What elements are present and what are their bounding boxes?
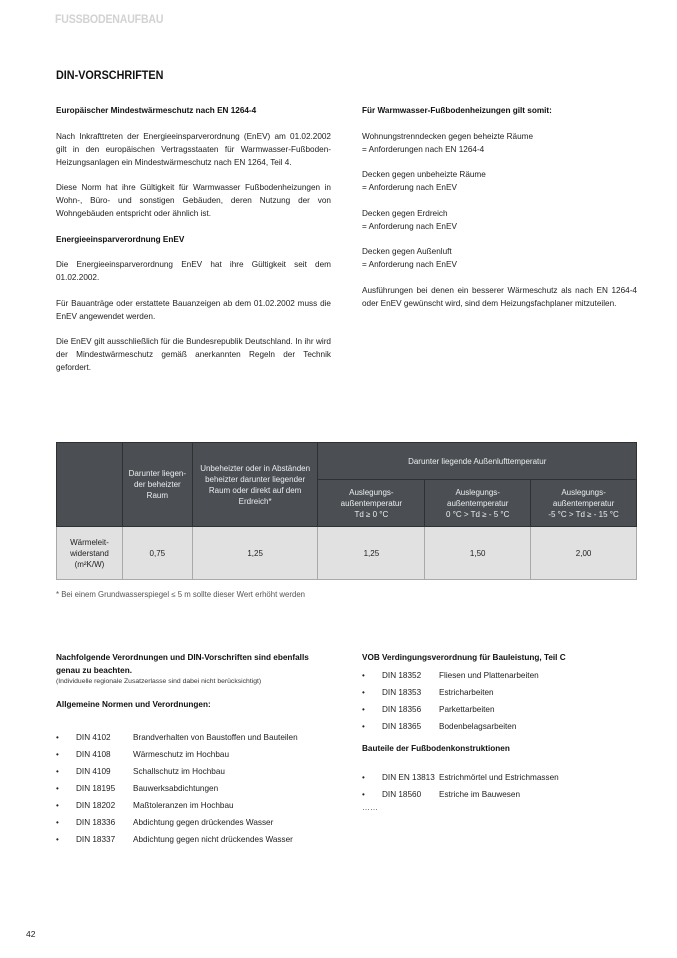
bullet-icon: • (56, 800, 59, 810)
list-item (56, 746, 331, 763)
header-heated-room: Darunter liegen-der beheizter Raum (122, 443, 192, 527)
header-line: außentemperatur (340, 498, 403, 508)
list-item (362, 718, 642, 735)
norm-code: DIN 18352 (382, 670, 422, 680)
bullet-icon: • (56, 749, 59, 759)
continuation-ellipsis: …… (362, 803, 378, 812)
left-column (56, 104, 331, 387)
paragraph: Nach Inkrafttreten der Energieeinsparverordnung (EnEV) am 01.02.2002 gilt in den europäischen Vertragsstaaten für Warmwasser-Fußboden-Heizungsanlagen ein Mindestwärmeschutz nach EN 1264, Teil 4. (56, 131, 331, 167)
norm-code: DIN 4108 (76, 749, 111, 759)
norm-code: DIN EN 13813 (382, 773, 435, 782)
header-empty-cell (57, 443, 123, 527)
norm-description: Estrichmörtel und Estrichmassen (439, 773, 559, 782)
header-td-0 (318, 480, 425, 527)
thermal-resistance-table (56, 442, 637, 580)
heading-regulations: Nachfolgende Verordnungen und DIN-Vorschriften sind ebenfalls genau zu beachten. (56, 653, 309, 675)
requirement-line: Decken gegen Erdreich (362, 208, 448, 218)
bullet-icon: • (362, 721, 365, 731)
heading-general-norms: Allgemeine Normen und Verordnungen: (56, 700, 211, 709)
norm-description: Wärmeschutz im Hochbau (133, 749, 230, 759)
value-cell: 2,00 (531, 527, 637, 580)
heading-floor-construction: Bauteile der Fußbodenkonstruktionen (362, 743, 510, 753)
norm-code: DIN 18365 (382, 721, 422, 731)
construction-norms-list (362, 769, 642, 803)
list-item (56, 763, 331, 780)
heading-enev: Energieeinsparverordnung EnEV (56, 234, 185, 244)
header-unheated-room: Unbeheizter oder in Abständen beheizter darunter liegender Raum oder direkt auf dem Erdreich* (192, 443, 318, 527)
closing-paragraph: Ausführungen bei denen ein besserer Wärmeschutz als nach EN 1264-4 oder EnEV gewünscht wird, sind dem Heizungsfachplaner mitzuteilen. (362, 285, 637, 308)
norm-code: DIN 18336 (76, 817, 116, 827)
norm-code: DIN 18202 (76, 800, 116, 810)
list-item (56, 729, 331, 746)
row-label-line: Wärmeleit- (70, 537, 109, 547)
norm-description: Parkettarbeiten (439, 704, 495, 714)
row-label-line: widerstand (70, 548, 109, 558)
norm-description: Estricharbeiten (439, 687, 494, 697)
norm-description: Maßtoleranzen im Hochbau (133, 800, 234, 810)
paragraph: Die Energieeinsparverordnung EnEV hat ihre Gültigkeit seit dem 01.02.2002. (56, 260, 331, 282)
requirement-line: Decken gegen Außenluft (362, 247, 452, 256)
header-line: 0 °C > Td ≥ - 5 °C (446, 509, 510, 519)
header-outdoor-temperature: Darunter liegende Außenlufttemperatur (318, 443, 637, 480)
norm-code: DIN 18356 (382, 704, 422, 714)
list-item (56, 780, 331, 797)
value-cell: 1,25 (318, 527, 425, 580)
norm-description: Estriche im Bauwesen (439, 790, 520, 799)
paragraph: Diese Norm hat ihre Gültigkeit für Warmwasser Fußbodenheizungen in Wohn-, Büro- und sonstigen Gebäuden, deren Nutzung der von Wohngebäuden entspricht oder ähnlich ist. (56, 183, 331, 218)
heading-vob: VOB Verdingungsverordnung für Bauleistung, Teil C (362, 653, 566, 662)
header-line: Auslegungs- (349, 487, 394, 497)
table-row (57, 527, 637, 580)
header-line: Td ≥ 0 °C (354, 509, 389, 519)
bullet-icon: • (56, 783, 59, 793)
general-norms-section (56, 652, 331, 848)
list-item (362, 786, 642, 803)
norm-code: DIN 18353 (382, 687, 422, 697)
requirement-line: Wohnungstrenndecken gegen beheizte Räume (362, 131, 533, 141)
header-line: außentemperatur (552, 498, 615, 508)
general-norms-list (56, 729, 331, 848)
norm-code: DIN 18560 (382, 790, 422, 799)
table-footnote: * Bei einem Grundwasserspiegel ≤ 5 m sollte dieser Wert erhöht werden (56, 590, 305, 599)
right-column (362, 104, 637, 322)
norm-description: Bodenbelagsarbeiten (439, 721, 517, 731)
requirement-line: Decken gegen unbeheizte Räume (362, 170, 486, 179)
header-td-5-15 (531, 480, 637, 527)
bullet-icon: • (56, 834, 59, 844)
norm-description: Abdichtung gegen nicht drückendes Wasser (133, 834, 293, 844)
norm-description: Schallschutz im Hochbau (133, 766, 225, 776)
section-kicker: FUSSBODENAUFBAU (55, 14, 164, 26)
list-item (362, 684, 642, 701)
norm-code: DIN 4109 (76, 766, 111, 776)
bullet-icon: • (362, 687, 365, 697)
vob-norms-list (362, 667, 642, 735)
norm-description: Fliesen und Plattenarbeiten (439, 670, 539, 680)
vob-section (362, 652, 642, 812)
page-title: DIN-VORSCHRIFTEN (56, 68, 164, 82)
norm-description: Abdichtung gegen drückendes Wasser (133, 817, 274, 827)
norm-code: DIN 18337 (76, 834, 116, 844)
bullet-icon: • (362, 773, 365, 782)
value-cell: 1,50 (425, 527, 531, 580)
bullet-icon: • (56, 766, 59, 776)
list-item (362, 701, 642, 718)
norm-code: DIN 18195 (76, 783, 116, 793)
paragraph: Die EnEV gilt ausschließlich für die Bundesrepublik Deutschland. In ihr wird der Mindestwärmeschutz gemäß anerkannten Regeln der Technik gefordert. (56, 337, 331, 372)
requirement-item (362, 130, 637, 156)
bullet-icon: • (56, 732, 59, 742)
header-line: -5 °C > Td ≥ - 15 °C (548, 509, 619, 519)
requirement-item (362, 207, 637, 233)
list-item (56, 797, 331, 814)
requirement-item (362, 245, 637, 271)
bullet-icon: • (362, 704, 365, 714)
norm-description: Brandverhalten von Baustoffen und Bauteilen (133, 732, 298, 742)
table-header-row (57, 443, 637, 480)
regional-note: (Individuelle regionale Zusatzerlasse sind dabei nicht berücksichtigt) (56, 678, 262, 685)
norm-description: Bauwerksabdichtungen (133, 783, 219, 793)
row-label-line: (m²K/W) (74, 559, 105, 569)
requirement-item (362, 168, 637, 194)
header-line: Auslegungs- (561, 487, 606, 497)
row-label (57, 527, 123, 580)
list-item (56, 814, 331, 831)
header-line: Auslegungs- (455, 487, 500, 497)
list-item (362, 769, 642, 786)
paragraph: Für Bauanträge oder erstattete Bauanzeigen ab dem 01.02.2002 muss die EnEV angewendet werden. (56, 298, 331, 321)
requirement-value: = Anforderung nach EnEV (362, 183, 457, 192)
bullet-icon: • (56, 817, 59, 827)
heading-en1264: Europäischer Mindestwärmeschutz nach EN 1264-4 (56, 106, 257, 115)
requirement-value: = Anforderung nach EnEV (362, 221, 457, 231)
norm-code: DIN 4102 (76, 732, 111, 742)
heading-requirements: Für Warmwasser-Fußbodenheizungen gilt somit: (362, 106, 552, 115)
header-td-0-5 (425, 480, 531, 527)
list-item (56, 831, 331, 848)
header-line: außentemperatur (447, 498, 509, 508)
page-number: 42 (26, 929, 36, 939)
value-cell: 0,75 (122, 527, 192, 580)
bullet-icon: • (362, 790, 365, 799)
requirement-value: = Anforderungen nach EN 1264-4 (362, 144, 485, 154)
value-cell: 1,25 (192, 527, 318, 580)
list-item (362, 667, 642, 684)
bullet-icon: • (362, 670, 365, 680)
requirement-value: = Anforderung nach EnEV (362, 260, 457, 269)
